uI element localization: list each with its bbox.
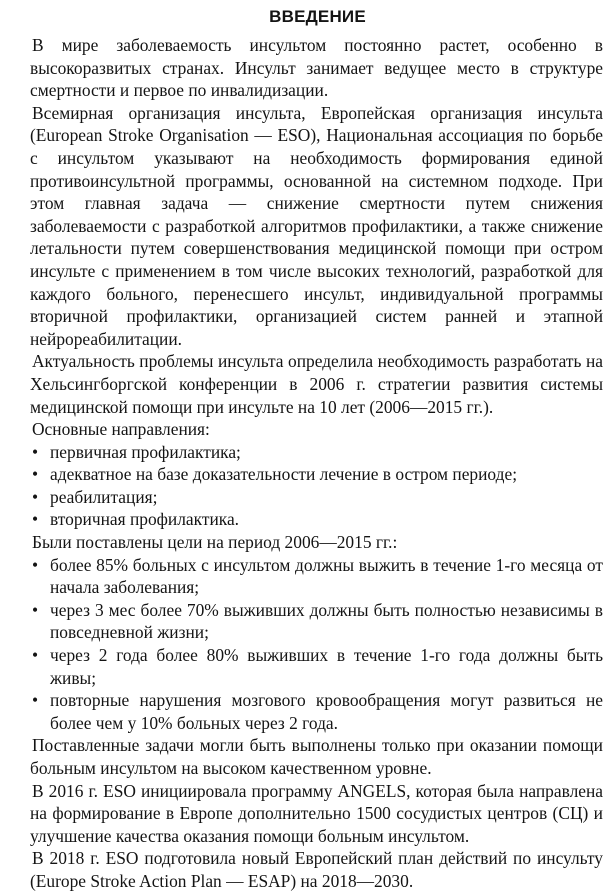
bullet-icon: • [32,464,39,485]
paragraph-incidence: В мире заболеваемость инсультом постоянно растет, особенно в высокоразвитых странах. Инсульт занимает ведущее место в структуре смертности и первое по инвалидизации. [30,35,603,101]
list-item: • повторные нарушения мозгового кровообращения могут развиться не более чем у 10% больных через 2 года. [32,690,603,733]
list-item: • вторичная профилактика. [32,509,240,530]
bullet-icon: • [32,509,39,530]
goals-label: Были поставлены цели на период 2006—2015 гг.: [32,532,398,553]
bullet-icon: • [32,441,39,462]
document-body [32,34,603,893]
paragraph-angels: В 2016 г. ESO инициировала программу ANGELS, которая была направлена на формирование в Европе дополнительно 1500 сосудистых центров (СЦ) и улучшение качества оказания помощи больным инсультом. [30,780,603,846]
section-title: ВВЕДЕНИЕ [269,7,366,26]
paragraph-tasks: Поставленные задачи могли быть выполнены только при оказании помощи больным инсультом на высоком качественном уровне. [30,735,603,778]
list-item: • первичная профилактика; [32,441,241,462]
goals-list [32,554,603,735]
directions-label: Основные направления: [32,419,210,440]
bullet-icon: • [32,599,39,620]
list-item: • через 2 года более 80% выживших в течение 1-го года должны быть живы; [32,645,603,688]
list-item: • более 85% больных с инсультом должны выжить в течение 1-го месяца от начала заболевания; [32,554,603,598]
bullet-icon: • [32,554,39,575]
paragraph-helsingborg: Актуальность проблемы инсульта определила необходимость разработать на Хельсингборгской конференции в 2006 г. стратегии развития системы медицинской помощи при инсульте на 10 лет (2006—2015 гг.). [30,351,603,417]
bullet-icon: • [32,645,39,666]
paragraph-esap: В 2018 г. ESO подготовила новый Европейский план действий по инсульту (Europe Stroke Action Plan — ESAP) на 2018—2030. [30,848,603,891]
list-item: • через 3 мес более 70% выживших должны быть полностью независимы в повседневной жизни; [32,599,603,643]
paragraph-organizations: Всемирная организация инсульта, Европейская организация инсульта (European Stroke Organisation — ESO), Национальная ассоциация по борьбе с инсультом указывают на необходимость формирования единой противоинсультной программы, основанной на системном подходе. При этом главная задача — снижение смертности путем снижения заболеваемости с разработкой алгоритмов профилактики, а также снижение летальности путем совершенствования медицинской помощи при остром инсульте с применением в том числе высоких технологий, разработкой для каждого больного, перенесшего инсульт, индивидуальной программы вторичной профилактики, организацией систем ранней и этапной нейрореабилитации. [30,102,603,349]
directions-list [32,441,603,531]
bullet-icon: • [32,690,39,711]
bullet-icon: • [32,486,39,507]
list-item: • адекватное на базе доказательности лечение в остром периоде; [32,464,518,485]
list-item: • реабилитация; [32,486,158,507]
